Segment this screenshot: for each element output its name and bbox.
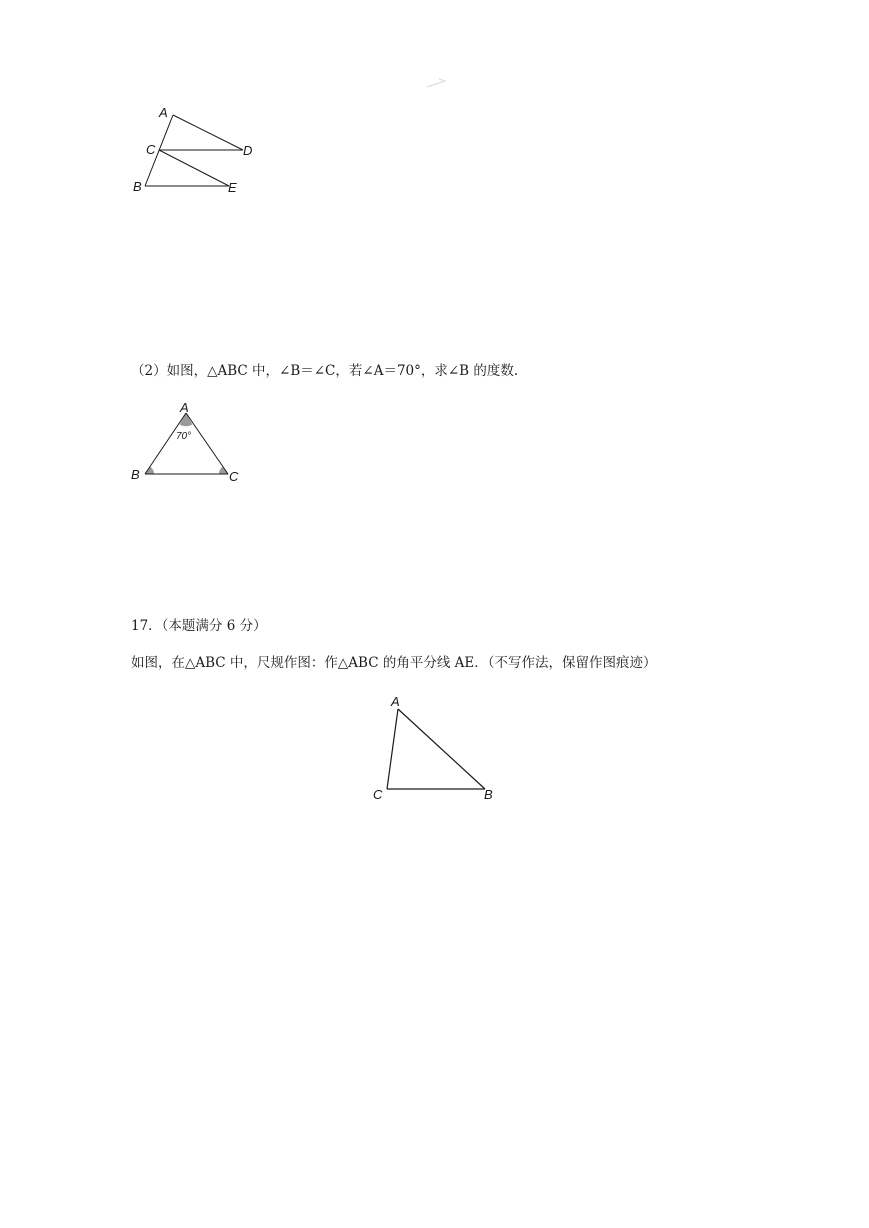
- segment-ac: [387, 709, 398, 789]
- part2-question: （2）如图，△ABC 中，∠B＝∠C，若∠A＝70°，求∠B 的度数.: [131, 363, 519, 379]
- segment-ad: [173, 115, 243, 150]
- figure-isosceles-triangle: [128, 400, 248, 488]
- label-c: C: [146, 142, 156, 157]
- label-b: B: [484, 787, 493, 802]
- label-b: B: [131, 467, 140, 482]
- figure-parallel-lines: [128, 104, 268, 196]
- segment-ab: [145, 413, 186, 474]
- label-c: C: [229, 469, 239, 484]
- angle-label: 70°: [176, 431, 192, 442]
- label-c: C: [373, 787, 383, 802]
- label-d: D: [243, 143, 253, 158]
- label-b: B: [133, 179, 142, 194]
- label-e: E: [228, 180, 237, 195]
- label-a: A: [180, 400, 189, 415]
- q17-question: 如图，在△ABC 中，尺规作图：作△ABC 的角平分线 AE．（不写作法，保留作图痕迹）: [131, 655, 657, 671]
- stray-mark: [425, 74, 449, 93]
- q17-heading: 17．（本题满分 6 分）: [131, 618, 267, 634]
- figure-triangle-abc: [368, 690, 508, 808]
- label-a: A: [391, 694, 400, 709]
- segment-ce: [159, 150, 229, 186]
- segment-ac: [186, 413, 228, 474]
- segment-ab: [398, 709, 485, 789]
- label-a: A: [159, 105, 168, 120]
